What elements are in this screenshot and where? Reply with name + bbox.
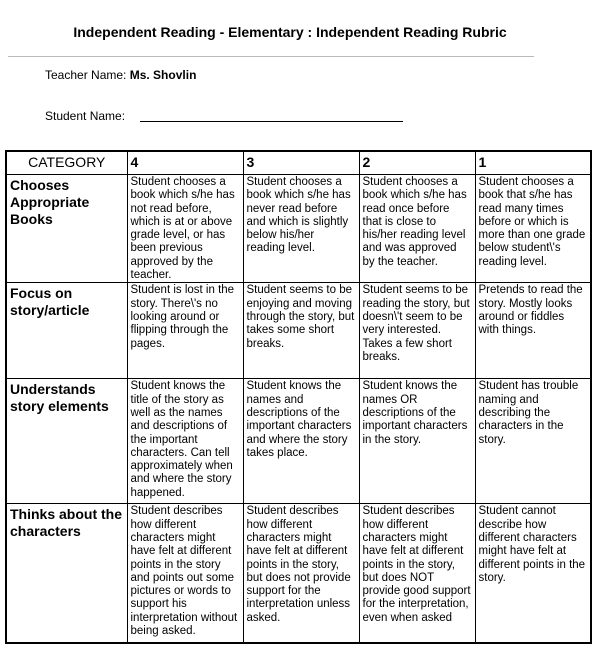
column-header-score-4: 4 [127, 151, 243, 175]
descriptor-cell: Student cannot describe how different characters might have felt at different points in the story. [475, 504, 591, 644]
descriptor-cell: Student knows the names and descriptions of the important characters and where the story takes place. [243, 379, 359, 504]
descriptor-cell: Student has trouble naming and describing the characters in the story. [475, 379, 591, 504]
descriptor-cell: Student describes how different characters might have felt at different points in the story, but does NOT provide good support for the interpretation, even when asked [359, 504, 475, 644]
teacher-name-label: Teacher Name: [45, 68, 127, 82]
category-cell: Understands story elements [6, 379, 127, 504]
category-cell: Chooses Appropriate Books [6, 175, 127, 283]
descriptor-cell: Student chooses a book which s/he has never read before and which is slightly below his/her reading level. [243, 175, 359, 283]
student-name-label: Student Name: [45, 109, 126, 123]
rubric-table [5, 150, 592, 644]
descriptor-cell: Student describes how different characters might have felt at different points in the story, but does not provide support for the interpretation unless asked. [243, 504, 359, 644]
descriptor-cell: Student knows the names OR descriptions of the important characters in the story. [359, 379, 475, 504]
column-header-score-1: 1 [475, 151, 591, 175]
rubric-header-row [6, 151, 591, 175]
student-name-row [45, 109, 125, 123]
table-row [6, 175, 591, 283]
divider [8, 56, 534, 57]
table-row [6, 379, 591, 504]
descriptor-cell: Student knows the title of the story as well as the names and descriptions of the important characters. Can tell approximately when and where the story happened. [127, 379, 243, 504]
descriptor-cell: Student is lost in the story. There\'s no looking around or flipping through the pages. [127, 283, 243, 379]
page-title: Independent Reading - Elementary : Independent Reading Rubric [73, 24, 507, 40]
descriptor-cell: Student seems to be reading the story, but doesn\'t seem to be very interested. Takes a few short breaks. [359, 283, 475, 379]
table-row [6, 504, 591, 644]
descriptor-cell: Student describes how different characters might have felt at different points in the story and points out some pictures or words to support his interpretation without being asked. [127, 504, 243, 644]
teacher-name-row [45, 68, 196, 82]
descriptor-cell: Student chooses a book that s/he has read many times before or which is more than one grade below student\'s reading level. [475, 175, 591, 283]
teacher-name-value: Ms. Shovlin [129, 68, 197, 82]
column-header-category: CATEGORY [6, 151, 127, 175]
student-name-blank [140, 121, 403, 122]
table-row [6, 283, 591, 379]
category-cell: Thinks about the characters [6, 504, 127, 644]
descriptor-cell: Student chooses a book which s/he has read once before that is close to his/her reading level and was approved by the teacher. [359, 175, 475, 283]
column-header-score-3: 3 [243, 151, 359, 175]
descriptor-cell: Student chooses a book which s/he has not read before, which is at or above grade level, or has been previous approved by the teacher. [127, 175, 243, 283]
descriptor-cell: Pretends to read the story. Mostly looks around or fiddles with things. [475, 283, 591, 379]
category-cell: Focus on story/article [6, 283, 127, 379]
column-header-score-2: 2 [359, 151, 475, 175]
descriptor-cell: Student seems to be enjoying and moving through the story, but takes some short breaks. [243, 283, 359, 379]
